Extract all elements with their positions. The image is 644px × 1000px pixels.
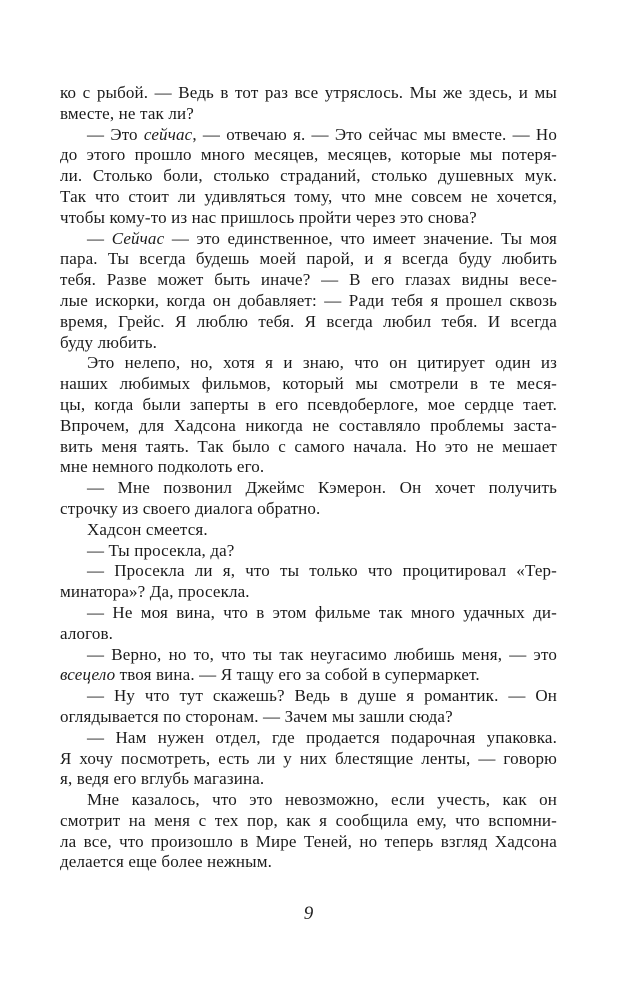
text-line bbox=[60, 312, 557, 333]
text-segment: чтобы кому-то из нас пришлось пройти через это снова? bbox=[60, 207, 477, 227]
text-segment: — Верно, но то, что ты так неугасимо любишь меня, — это bbox=[87, 644, 557, 664]
text-segment: мне немного подколоть его. bbox=[60, 457, 265, 477]
text-segment: время, Грейс. Я люблю тебя. Я всегда любил тебя. И всегда bbox=[60, 311, 557, 331]
text-line bbox=[60, 541, 557, 562]
paragraph bbox=[60, 83, 557, 125]
text-segment: твоя вина. — Я тащу его за собой в супермаркет. bbox=[115, 665, 480, 685]
text-segment: — это единственное, что имеет значение. Ты моя bbox=[164, 228, 557, 248]
text-line bbox=[60, 561, 557, 582]
text-segment: ко с рыбой. — Ведь в тот раз все утряслось. Мы же здесь, и мы bbox=[60, 83, 557, 102]
text-line bbox=[60, 291, 557, 312]
text-line bbox=[60, 374, 557, 395]
text-segment: Я хочу посмотреть, есть ли у них блестящие ленты, — говорю bbox=[60, 748, 557, 768]
text-segment: сейчас bbox=[143, 124, 193, 144]
text-line bbox=[60, 582, 557, 603]
text-segment: — bbox=[87, 228, 112, 248]
text-line bbox=[60, 353, 557, 374]
text-segment: алогов. bbox=[60, 623, 114, 643]
text-segment: ли. Столько боли, столько страданий, столько душевных мук. bbox=[60, 166, 557, 186]
text-line bbox=[60, 790, 557, 811]
paragraph bbox=[60, 645, 557, 687]
paragraph bbox=[60, 728, 557, 790]
text-segment: ла все, что произошло в Мире Теней, но теперь взгляд Хадсона bbox=[60, 831, 557, 851]
text-segment: Это нелепо, но, хотя я и знаю, что он цитирует один из bbox=[87, 353, 557, 373]
text-line bbox=[60, 686, 557, 707]
page-text bbox=[60, 83, 557, 873]
text-line bbox=[60, 437, 557, 458]
text-line bbox=[60, 769, 557, 790]
text-segment: всецело bbox=[60, 665, 116, 685]
text-segment: — Ты просекла, да? bbox=[87, 540, 235, 560]
text-line bbox=[60, 187, 557, 208]
text-line bbox=[60, 145, 557, 166]
paragraph bbox=[60, 790, 557, 873]
text-line bbox=[60, 270, 557, 291]
text-segment: тебя. Разве может быть иначе? — В его глазах видны весе- bbox=[60, 270, 557, 290]
text-segment: Впрочем, для Хадсона никогда не составляло проблемы заста- bbox=[60, 415, 557, 435]
text-segment: наших любимых фильмов, который мы смотрели в те меся- bbox=[60, 374, 557, 394]
text-segment: Так что стоит ли удивляться тому, что мне совсем не хочется, bbox=[60, 186, 557, 206]
text-line bbox=[60, 645, 557, 666]
text-line bbox=[60, 624, 557, 645]
text-line bbox=[60, 166, 557, 187]
text-segment: цы, когда были заперты в его псевдоберлоге, мое сердце тает. bbox=[60, 394, 557, 414]
paragraph bbox=[60, 541, 557, 562]
text-line bbox=[60, 333, 557, 354]
text-line bbox=[60, 125, 557, 146]
text-segment: , — отвечаю я. — Это сейчас мы вместе. — Но bbox=[192, 124, 557, 144]
text-segment: — Просекла ли я, что ты только что процитировал «Тер- bbox=[87, 561, 557, 581]
text-segment: Мне казалось, что это невозможно, если учесть, как он bbox=[87, 790, 557, 810]
text-line bbox=[60, 811, 557, 832]
text-segment: делается еще более нежным. bbox=[60, 852, 273, 872]
text-line bbox=[60, 728, 557, 749]
text-segment: смотрит на меня с тех пор, как я сообщила ему, что вспомни- bbox=[60, 810, 557, 830]
text-line bbox=[60, 707, 557, 728]
text-line bbox=[60, 603, 557, 624]
text-segment: оглядывается по сторонам. — Зачем мы зашли сюда? bbox=[60, 706, 453, 726]
page-number: 9 bbox=[303, 903, 314, 924]
text-segment: — Ну что тут скажешь? Ведь в душе я романтик. — Он bbox=[87, 686, 557, 706]
text-segment: до этого прошло много месяцев, месяцев, которые мы потеря- bbox=[60, 145, 557, 165]
paragraph bbox=[60, 353, 557, 478]
text-segment: — Мне позвонил Джеймс Кэмерон. Он хочет получить bbox=[87, 478, 557, 498]
text-line bbox=[60, 665, 557, 686]
text-line bbox=[60, 416, 557, 437]
text-line bbox=[60, 457, 557, 478]
text-segment: буду любить. bbox=[60, 332, 157, 352]
text-segment: минатора»? Да, просекла. bbox=[60, 582, 250, 602]
text-segment: Сейчас bbox=[111, 228, 165, 248]
text-segment: — Это bbox=[87, 124, 144, 144]
paragraph bbox=[60, 229, 557, 354]
text-segment: лые искорки, когда он добавляет: — Ради тебя я прошел сквозь bbox=[60, 290, 557, 310]
text-line bbox=[60, 104, 557, 125]
text-line bbox=[60, 520, 557, 541]
text-segment: я, ведя его вглубь магазина. bbox=[60, 769, 265, 789]
text-line bbox=[60, 852, 557, 873]
text-segment: — Не моя вина, что в этом фильме так много удачных ди- bbox=[87, 602, 557, 622]
text-segment: вместе, не так ли? bbox=[60, 103, 194, 123]
text-line bbox=[60, 832, 557, 853]
text-line bbox=[60, 83, 557, 104]
text-segment: — Нам нужен отдел, где продается подарочная упаковка. bbox=[87, 727, 557, 747]
text-segment: пара. Ты всегда будешь моей парой, и я всегда буду любить bbox=[60, 249, 557, 269]
text-line bbox=[60, 395, 557, 416]
text-segment: строчку из своего диалога обратно. bbox=[60, 498, 321, 518]
text-line bbox=[60, 249, 557, 270]
paragraph bbox=[60, 478, 557, 520]
text-line bbox=[60, 749, 557, 770]
text-segment: Хадсон смеется. bbox=[87, 519, 208, 539]
paragraph bbox=[60, 520, 557, 541]
text-segment: вить меня таять. Так было с самого начала. Но это не мешает bbox=[60, 436, 557, 456]
paragraph bbox=[60, 125, 557, 229]
text-line bbox=[60, 229, 557, 250]
text-line bbox=[60, 478, 557, 499]
text-line bbox=[60, 499, 557, 520]
text-line bbox=[60, 208, 557, 229]
paragraph bbox=[60, 686, 557, 728]
paragraph bbox=[60, 561, 557, 603]
paragraph bbox=[60, 603, 557, 645]
